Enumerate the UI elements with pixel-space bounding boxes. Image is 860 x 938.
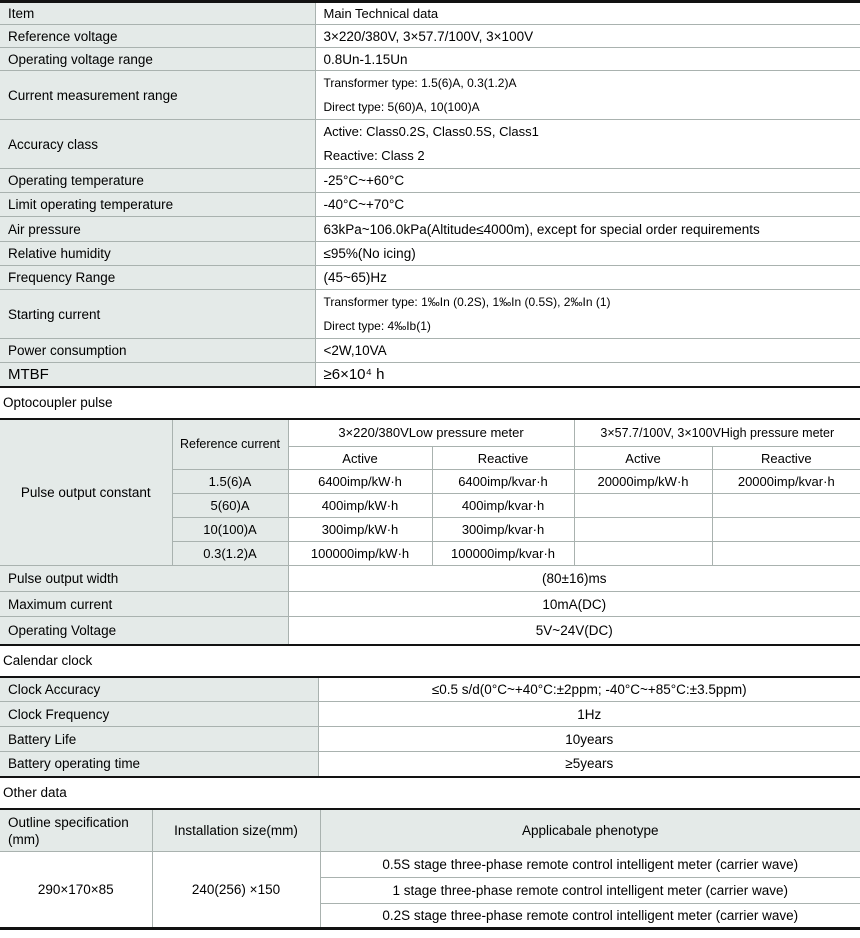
clock-accuracy-label: Clock Accuracy xyxy=(0,677,318,702)
constant-cell xyxy=(712,494,860,518)
low-active-header: Active xyxy=(288,447,432,470)
clock-frequency-value: 1Hz xyxy=(318,702,860,727)
clock-frequency-label: Clock Frequency xyxy=(0,702,318,727)
spec-value-power-consumption: <2W,10VA xyxy=(315,339,860,363)
table-row xyxy=(0,71,860,120)
pulse-output-width-label: Pulse output width xyxy=(0,566,288,592)
constant-cell: 20000imp/kW·h xyxy=(574,470,712,494)
spec-value-air-pressure: 63kPa~106.0kPa(Altitude≤4000m), except for special order requirements xyxy=(315,217,860,242)
table-row xyxy=(0,25,860,48)
spec-label-power-consumption: Power consumption xyxy=(0,339,315,363)
calendar-clock-table xyxy=(0,676,860,778)
high-pressure-meter-header: 3×57.7/100V, 3×100VHigh pressure meter xyxy=(574,419,860,447)
spec-label-mtbf: MTBF xyxy=(0,363,315,387)
main-technical-table xyxy=(0,0,860,388)
table-row xyxy=(0,809,860,852)
current-rating-cell: 0.3(1.2)A xyxy=(172,542,288,566)
section-title-calendar-clock: Calendar clock xyxy=(3,652,93,668)
table-row xyxy=(0,702,860,727)
battery-life-value: 10years xyxy=(318,727,860,752)
table-row xyxy=(0,727,860,752)
battery-operating-time-label: Battery operating time xyxy=(0,752,318,777)
constant-cell xyxy=(574,542,712,566)
outline-specification-value: 290×170×85 xyxy=(0,852,152,929)
constant-cell: 6400imp/kvar·h xyxy=(432,470,574,494)
constant-cell: 300imp/kW·h xyxy=(288,518,432,542)
constant-cell: 300imp/kvar·h xyxy=(432,518,574,542)
spec-label-item: Item xyxy=(0,2,315,25)
spec-label-starting-current: Starting current xyxy=(0,290,315,339)
reference-current-header: Reference current xyxy=(172,419,288,470)
constant-cell: 6400imp/kW·h xyxy=(288,470,432,494)
current-rating-cell: 5(60)A xyxy=(172,494,288,518)
spec-label-accuracy-class: Accuracy class xyxy=(0,120,315,169)
constant-cell: 400imp/kvar·h xyxy=(432,494,574,518)
high-reactive-header: Reactive xyxy=(712,447,860,470)
table-row xyxy=(0,217,860,242)
constant-cell: 100000imp/kW·h xyxy=(288,542,432,566)
phenotype-row: 1 stage three-phase remote control intelligent meter (carrier wave) xyxy=(320,878,860,904)
outline-specification-header: Outline specification (mm) xyxy=(0,809,152,852)
spec-value-accuracy-class xyxy=(315,120,860,169)
spec-value-starting-current xyxy=(315,290,860,339)
table-row xyxy=(0,169,860,193)
value-line: Direct type: 5(60)A, 10(100)A xyxy=(323,100,480,114)
table-row xyxy=(0,339,860,363)
applicable-phenotype-header: Applicabale phenotype xyxy=(320,809,860,852)
spec-value-frequency-range: (45~65)Hz xyxy=(315,266,860,290)
spec-label-relative-humidity: Relative humidity xyxy=(0,242,315,266)
spec-label-operating-voltage-range: Operating voltage range xyxy=(0,48,315,71)
other-data-table xyxy=(0,808,860,931)
table-row xyxy=(0,363,860,387)
maximum-current-value: 10mA(DC) xyxy=(288,592,860,617)
table-row xyxy=(0,266,860,290)
clock-accuracy-value: ≤0.5 s/d(0°C~+40°C:±2ppm; -40°C~+85°C:±3.5ppm) xyxy=(318,677,860,702)
pulse-output-constant-label: Pulse output constant xyxy=(0,419,172,566)
table-row xyxy=(0,752,860,777)
pulse-output-width-value: (80±16)ms xyxy=(288,566,860,592)
value-line: Direct type: 4‰Ib(1) xyxy=(323,319,431,333)
spec-value-item: Main Technical data xyxy=(315,2,860,25)
low-pressure-meter-header: 3×220/380VLow pressure meter xyxy=(288,419,574,447)
constant-cell xyxy=(574,494,712,518)
section-title-other-data: Other data xyxy=(3,784,67,800)
value-line: Transformer type: 1.5(6)A, 0.3(1.2)A xyxy=(323,76,517,90)
phenotype-row: 0.5S stage three-phase remote control intelligent meter (carrier wave) xyxy=(320,852,860,878)
spec-value-operating-voltage-range: 0.8Un-1.15Un xyxy=(315,48,860,71)
table-row xyxy=(0,290,860,339)
spec-value-limit-operating-temperature: -40°C~+70°C xyxy=(315,193,860,217)
table-row xyxy=(0,592,860,617)
section-title-optocoupler-pulse: Optocoupler pulse xyxy=(3,394,113,410)
table-row xyxy=(0,2,860,25)
installation-size-value: 240(256) ×150 xyxy=(152,852,320,929)
spec-label-air-pressure: Air pressure xyxy=(0,217,315,242)
constant-cell: 20000imp/kvar·h xyxy=(712,470,860,494)
spec-label-operating-temperature: Operating temperature xyxy=(0,169,315,193)
table-row xyxy=(0,242,860,266)
value-line: Active: Class0.2S, Class0.5S, Class1 xyxy=(323,124,539,139)
spec-value-relative-humidity: ≤95%(No icing) xyxy=(315,242,860,266)
battery-life-label: Battery Life xyxy=(0,727,318,752)
spec-label-frequency-range: Frequency Range xyxy=(0,266,315,290)
table-row xyxy=(0,617,860,645)
high-active-header: Active xyxy=(574,447,712,470)
spec-label-reference-voltage: Reference voltage xyxy=(0,25,315,48)
optocoupler-pulse-table xyxy=(0,418,860,646)
spec-value-operating-temperature: -25°C~+60°C xyxy=(315,169,860,193)
constant-cell xyxy=(574,518,712,542)
battery-operating-time-value: ≥5years xyxy=(318,752,860,777)
table-row xyxy=(0,120,860,169)
current-rating-cell: 10(100)A xyxy=(172,518,288,542)
operating-voltage-label: Operating Voltage xyxy=(0,617,288,645)
table-row xyxy=(0,566,860,592)
table-row xyxy=(0,48,860,71)
constant-cell: 100000imp/kvar·h xyxy=(432,542,574,566)
constant-cell xyxy=(712,518,860,542)
phenotype-row: 0.2S stage three-phase remote control intelligent meter (carrier wave) xyxy=(320,904,860,929)
installation-size-header: Installation size(mm) xyxy=(152,809,320,852)
value-line: Transformer type: 1‰In (0.2S), 1‰In (0.5S), 2‰In (1) xyxy=(323,295,611,309)
value-line: Reactive: Class 2 xyxy=(323,148,425,163)
table-row xyxy=(0,852,860,878)
current-rating-cell: 1.5(6)A xyxy=(172,470,288,494)
low-reactive-header: Reactive xyxy=(432,447,574,470)
constant-cell xyxy=(712,542,860,566)
spec-label-limit-operating-temperature: Limit operating temperature xyxy=(0,193,315,217)
constant-cell: 400imp/kW·h xyxy=(288,494,432,518)
spec-value-current-measurement-range xyxy=(315,71,860,120)
table-row xyxy=(0,419,860,447)
table-row xyxy=(0,193,860,217)
operating-voltage-value: 5V~24V(DC) xyxy=(288,617,860,645)
table-row xyxy=(0,677,860,702)
maximum-current-label: Maximum current xyxy=(0,592,288,617)
spec-value-mtbf: ≥6×10⁴ h xyxy=(315,363,860,387)
spec-label-current-measurement-range: Current measurement range xyxy=(0,71,315,120)
spec-value-reference-voltage: 3×220/380V, 3×57.7/100V, 3×100V xyxy=(315,25,860,48)
